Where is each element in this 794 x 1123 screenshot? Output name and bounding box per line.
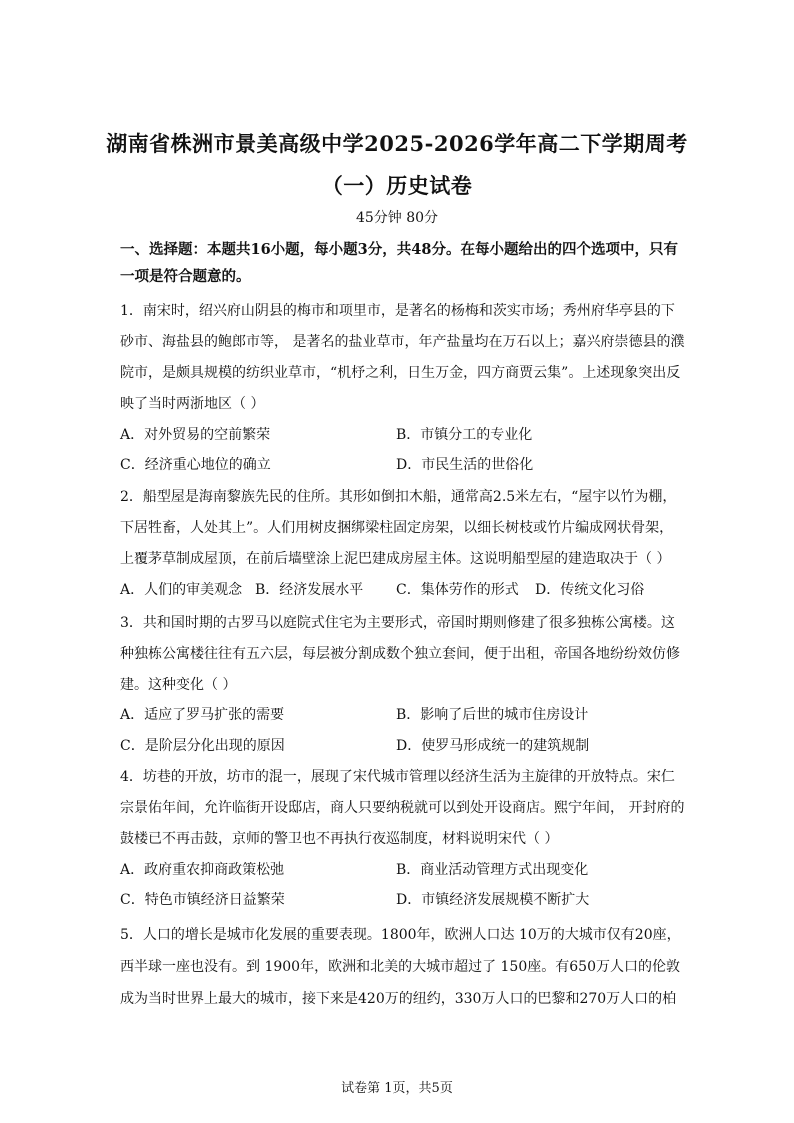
exam-title-line1: 湖南省株洲市景美高级中学2025-2026学年高二下学期周考 [106, 131, 688, 156]
exam-title-line2: （一）历史试卷 [321, 173, 473, 198]
question-4-option-d[interactable]: D．市镇经济发展规模不断扩大 [396, 892, 590, 908]
question-4-option-c[interactable]: C．特色市镇经济日益繁荣 [120, 892, 285, 908]
question-1-option-b[interactable]: B．市镇分工的专业化 [396, 427, 533, 443]
question-3-line-2: 种独栋公寓楼往往有五六层，每层被分割成数个独立套间，便于出租，帝国各地纷纷效仿修 [120, 646, 680, 662]
question-3-line-3: 建。这种变化（ ） [120, 677, 237, 693]
question-4-option-b[interactable]: B．商业活动管理方式出现变化 [396, 862, 589, 878]
question-1-option-a[interactable]: A．对外贸易的空前繁荣 [120, 427, 271, 443]
question-1-line-4: 映了当时两浙地区（ ） [120, 396, 265, 412]
question-4-line-2: 宗景佑年间，允许临街开设邸店，商人只要纳税就可以到处开设商店。熙宁年间， 开封府的 [120, 800, 685, 816]
question-4-line-3: 鼓楼已不再击鼓，京师的警卫也不再执行夜巡制度，材料说明宋代（ ） [120, 831, 559, 847]
section-heading: 一、选择题：本题共16小题，每小题3分，共48分。在每小题给出的四个选项中，只有一项是符合题意的。 [120, 241, 678, 285]
question-5-line-2: 西半球一座也没有。到 1900年，欧洲和北美的大城市超过了 150座。有650万人口的伦敦 [120, 959, 680, 975]
question-1-line-1: 1．南宋时，绍兴府山阴县的梅市和项里市，是著名的杨梅和茨实市场；秀州府华亭县的下 [120, 303, 675, 319]
exam-duration-score: 45分钟 80分 [355, 210, 439, 226]
question-3-option-d[interactable]: D．使罗马形成统一的建筑规制 [396, 738, 590, 754]
question-2-option-a[interactable]: A．人们的审美观念 [120, 582, 243, 598]
question-1-option-c[interactable]: C．经济重心地位的确立 [120, 457, 271, 473]
question-2-option-d[interactable]: D．传统文化习俗 [535, 582, 645, 598]
question-2-line-1: 2．船型屋是海南黎族先民的住所。其形如倒扣木船，通常高2.5米左右，“屋宇以竹为棚， [120, 489, 677, 505]
question-2-option-c[interactable]: C．集体劳作的形式 [396, 582, 519, 598]
question-3-option-a[interactable]: A．适应了罗马扩张的需要 [120, 707, 285, 723]
page-footer: 试卷第 1页，共5页 [341, 1081, 453, 1096]
question-5-line-3: 成为当时世界上最大的城市，接下来是420万的纽约，330万人口的巴黎和270万人口的柏 [120, 991, 677, 1007]
question-4-line-1: 4．坊巷的开放，坊市的混一，展现了宋代城市管理以经济生活为主旋律的开放特点。宋仁 [120, 769, 675, 785]
question-2-line-2: 下居牲畜，人处其上”。人们用树皮捆绑梁柱固定房架，以细长树枝或竹片编成网状骨架， [120, 520, 674, 536]
question-5-line-1: 5．人口的增长是城市化发展的重要表现。1800年，欧洲人口达 10万的大城市仅有20座， [120, 927, 681, 943]
question-4-option-a[interactable]: A．政府重农抑商政策松弛 [120, 862, 285, 878]
question-2-line-3: 上覆茅草制成屋顶，在前后墙壁涂上泥巴建成房屋主体。这说明船型屋的建造取决于（ ） [120, 551, 671, 567]
question-3-option-b[interactable]: B．影响了后世的城市住房设计 [396, 707, 589, 723]
question-1-option-d[interactable]: D．市民生活的世俗化 [396, 457, 534, 473]
question-1-line-3: 院市，是颇具规模的纺织业草市，“机杼之利，日生万金，四方商贾云集”。上述现象突出反 [120, 365, 681, 381]
question-1-line-2: 砂市、海盐县的鲍郎市等， 是著名的盐业草市，年产盐量均在万石以上；嘉兴府崇德县的濮 [120, 334, 685, 350]
question-3-option-c[interactable]: C．是阶层分化出现的原因 [120, 738, 285, 754]
question-3-line-1: 3．共和国时期的古罗马以庭院式住宅为主要形式，帝国时期则修建了很多独栋公寓楼。这 [120, 615, 675, 631]
question-2-option-b[interactable]: B．经济发展水平 [255, 582, 364, 598]
